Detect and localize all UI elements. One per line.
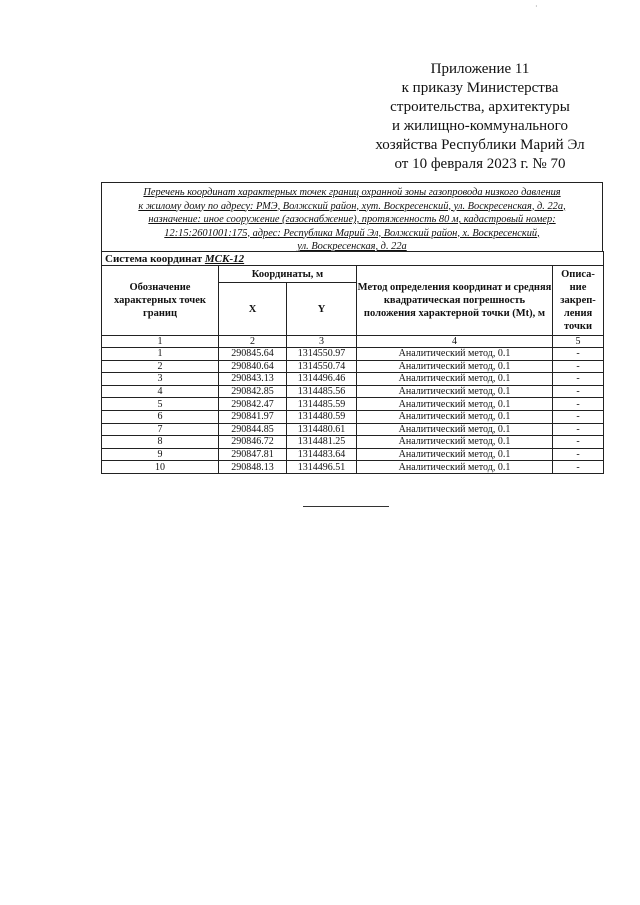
method-value: Аналитический метод, 0.1 xyxy=(357,423,553,436)
table-row xyxy=(102,360,604,373)
header-method: Метод определения координат и средняя квадратическая погрешность положения характерной точки (Mt), м xyxy=(357,266,553,336)
y-value: 1314485.59 xyxy=(287,398,357,411)
table-row xyxy=(102,461,604,474)
method-value: Аналитический метод, 0.1 xyxy=(357,436,553,449)
appendix-header xyxy=(330,60,630,174)
closing-divider xyxy=(303,506,389,507)
description-value: - xyxy=(553,385,604,398)
point-number: 7 xyxy=(102,423,219,436)
method-value: Аналитический метод, 0.1 xyxy=(357,448,553,461)
header-x: X xyxy=(219,283,287,336)
description-value: - xyxy=(553,398,604,411)
title-line: 12:15:2601001:175, адрес: Республика Марий Эл, Волжский район, х. Воскресенский, xyxy=(164,227,540,239)
point-number: 10 xyxy=(102,461,219,474)
appendix-line: и жилищно-коммунального xyxy=(392,118,568,134)
x-value: 290842.47 xyxy=(219,398,287,411)
column-number: 2 xyxy=(219,336,287,348)
header-described: Описа-ние закреп-ления точки xyxy=(553,266,604,336)
y-value: 1314496.51 xyxy=(287,461,357,474)
point-number: 4 xyxy=(102,385,219,398)
coordinate-system-row xyxy=(102,252,604,266)
column-number: 1 xyxy=(102,336,219,348)
appendix-line: от 10 февраля 2023 г. № 70 xyxy=(394,156,566,172)
appendix-line: Приложение 11 xyxy=(430,61,530,77)
method-value: Аналитический метод, 0.1 xyxy=(357,373,553,386)
x-value: 290847.81 xyxy=(219,448,287,461)
method-value: Аналитический метод, 0.1 xyxy=(357,385,553,398)
description-value: - xyxy=(553,448,604,461)
x-value: 290841.97 xyxy=(219,410,287,423)
x-value: 290840.64 xyxy=(219,360,287,373)
column-number: 3 xyxy=(287,336,357,348)
method-value: Аналитический метод, 0.1 xyxy=(357,398,553,411)
point-number: 8 xyxy=(102,436,219,449)
x-value: 290845.64 xyxy=(219,348,287,361)
column-number: 4 xyxy=(357,336,553,348)
scan-mark: · xyxy=(535,2,538,11)
column-number-row xyxy=(102,336,604,348)
title-line: к жилому дому по адресу: РМЭ, Волжский район, хут. Воскресенский, ул. Воскресенская, д. 22а, xyxy=(138,200,566,212)
table-row xyxy=(102,385,604,398)
point-number: 5 xyxy=(102,398,219,411)
title-line: ул. Воскресенская, д. 22а xyxy=(297,241,407,252)
document-title xyxy=(101,182,603,252)
appendix-line: к приказу Министерства xyxy=(401,80,559,96)
appendix-line: строительства, архитектуры xyxy=(390,99,570,115)
point-number: 9 xyxy=(102,448,219,461)
method-value: Аналитический метод, 0.1 xyxy=(357,348,553,361)
point-number: 3 xyxy=(102,373,219,386)
point-number: 1 xyxy=(102,348,219,361)
column-number: 5 xyxy=(553,336,604,348)
description-value: - xyxy=(553,461,604,474)
title-line: Перечень координат характерных точек границ охранной зоны газопровода низкого давления xyxy=(143,187,561,198)
header-designation: Обозначение характерных точек границ xyxy=(102,266,219,336)
x-value: 290844.85 xyxy=(219,423,287,436)
y-value: 1314550.97 xyxy=(287,348,357,361)
table-row xyxy=(102,448,604,461)
header-coordinates: Координаты, м xyxy=(219,266,357,283)
coordinate-system-label: Система координат xyxy=(105,252,203,265)
table-row xyxy=(102,348,604,361)
point-number: 2 xyxy=(102,360,219,373)
x-value: 290848.13 xyxy=(219,461,287,474)
description-value: - xyxy=(553,423,604,436)
y-value: 1314496.46 xyxy=(287,373,357,386)
y-value: 1314481.25 xyxy=(287,436,357,449)
description-value: - xyxy=(553,410,604,423)
coordinate-system-name: МСК-12 xyxy=(204,252,245,265)
appendix-line: хозяйства Республики Марий Эл xyxy=(375,137,585,153)
y-value: 1314480.59 xyxy=(287,410,357,423)
title-line: назначение: иное сооружение (газоснабжение), протяженность 80 м, кадастровый номер: xyxy=(148,214,556,225)
method-value: Аналитический метод, 0.1 xyxy=(357,410,553,423)
table-row xyxy=(102,410,604,423)
table-row xyxy=(102,423,604,436)
point-number: 6 xyxy=(102,410,219,423)
y-value: 1314550.74 xyxy=(287,360,357,373)
description-value: - xyxy=(553,436,604,449)
description-value: - xyxy=(553,360,604,373)
table-row xyxy=(102,398,604,411)
method-value: Аналитический метод, 0.1 xyxy=(357,360,553,373)
method-value: Аналитический метод, 0.1 xyxy=(357,461,553,474)
x-value: 290843.13 xyxy=(219,373,287,386)
coordinates-table xyxy=(101,251,604,474)
y-value: 1314485.56 xyxy=(287,385,357,398)
description-value: - xyxy=(553,373,604,386)
x-value: 290842.85 xyxy=(219,385,287,398)
header-y: Y xyxy=(287,283,357,336)
y-value: 1314480.61 xyxy=(287,423,357,436)
table-row xyxy=(102,373,604,386)
table-row xyxy=(102,436,604,449)
y-value: 1314483.64 xyxy=(287,448,357,461)
x-value: 290846.72 xyxy=(219,436,287,449)
description-value: - xyxy=(553,348,604,361)
